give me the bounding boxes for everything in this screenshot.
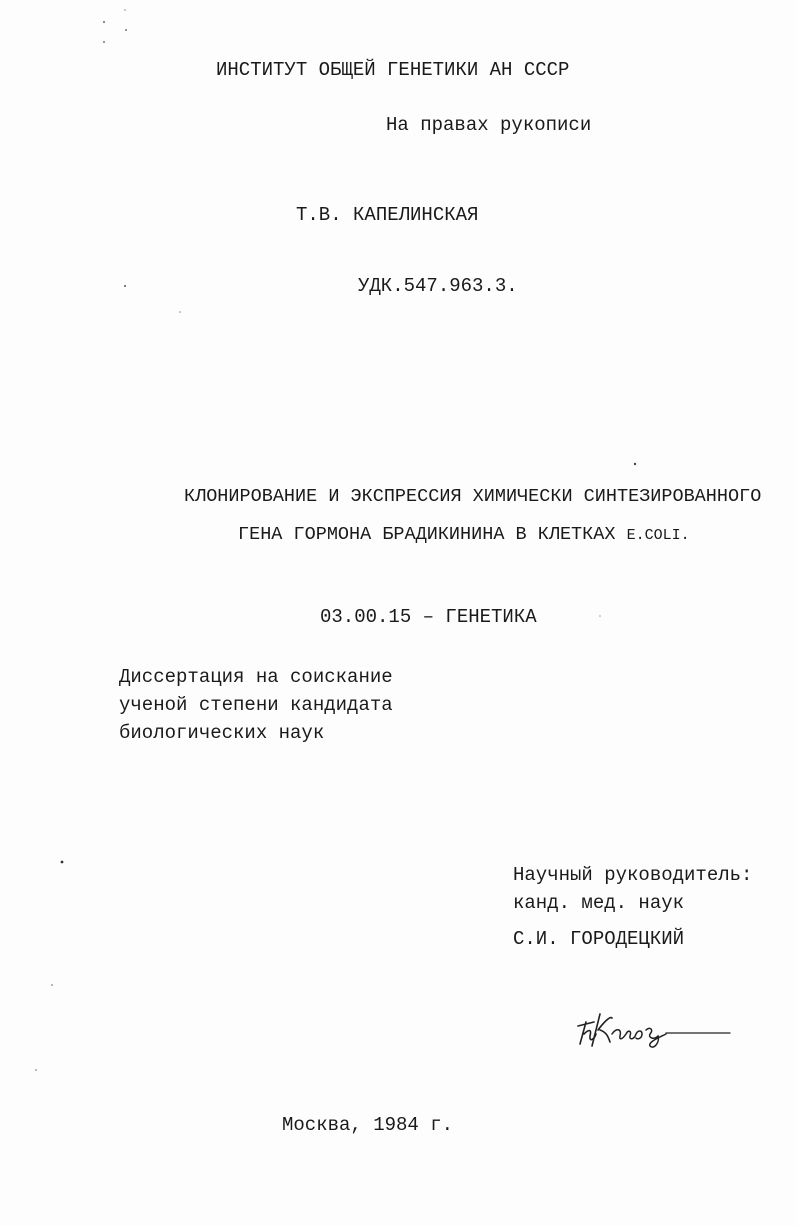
advisor-name: С.И. ГОРОДЕЦКИЙ: [513, 928, 685, 950]
dissertation-line-3: биологических наук: [119, 722, 325, 744]
city-year: Москва, 1984 г.: [282, 1114, 454, 1136]
thesis-title-organism: E.COLI.: [626, 527, 690, 544]
manuscript-rights: На правах рукописи: [386, 114, 592, 136]
udk-code: УДК.547.963.3.: [358, 275, 518, 297]
specialty-code: 03.00.15 – ГЕНЕТИКА: [320, 606, 537, 628]
thesis-title-line-1: КЛОНИРОВАНИЕ И ЭКСПРЕССИЯ ХИМИЧЕСКИ СИНТЕЗИРОВАННОГО: [184, 486, 762, 507]
dissertation-line-2: ученой степени кандидата: [119, 694, 393, 716]
dissertation-line-1: Диссертация на соискание: [119, 666, 393, 688]
advisor-degree: канд. мед. наук: [513, 892, 685, 914]
handwritten-signature: [570, 1000, 740, 1056]
advisor-label: Научный руководитель:: [513, 864, 753, 886]
thesis-title-line-2-main: ГЕНА ГОРМОНА БРАДИКИНИНА В КЛЕТКАХ: [238, 524, 616, 545]
thesis-title-line-2: [238, 524, 690, 547]
author-name: Т.В. КАПЕЛИНСКАЯ: [296, 204, 479, 226]
institute-name: ИНСТИТУТ ОБЩЕЙ ГЕНЕТИКИ АН СССР: [216, 59, 570, 81]
